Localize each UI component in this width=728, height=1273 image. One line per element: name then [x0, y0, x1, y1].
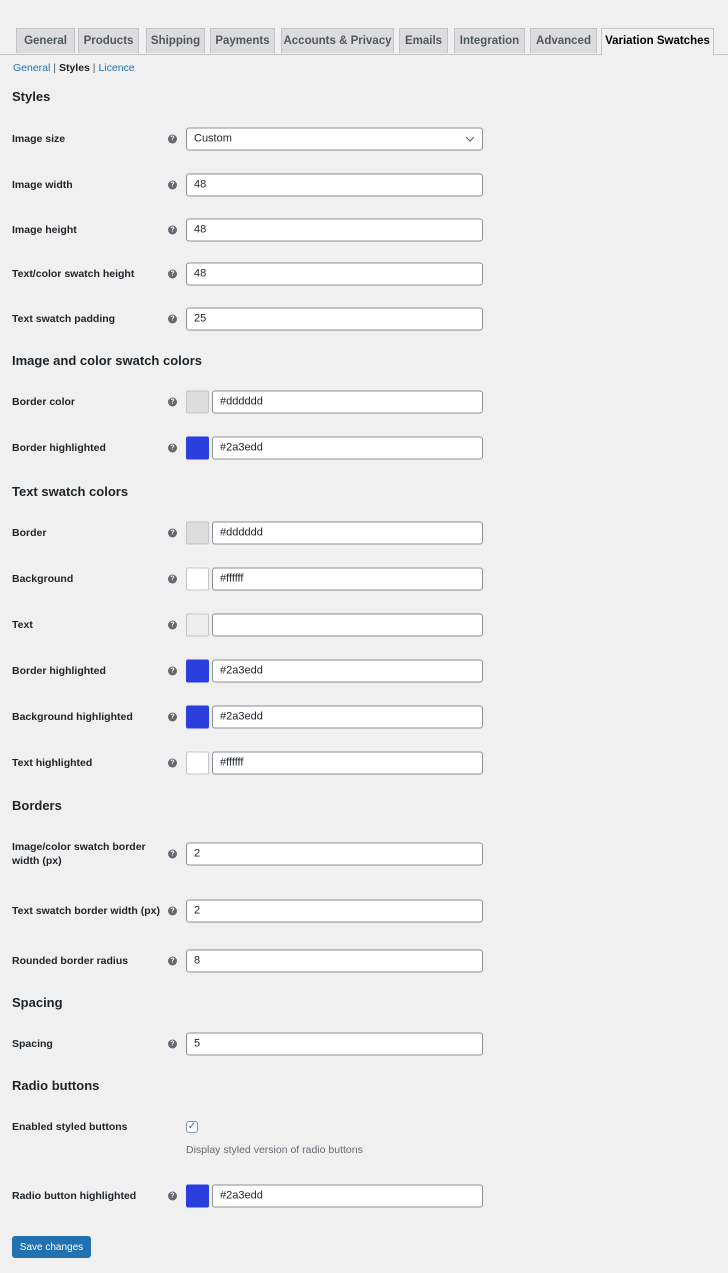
- section-heading-image-color: Image and color swatch colors: [12, 353, 202, 368]
- field-label-spacing: Spacing: [12, 1038, 53, 1050]
- text-color-swatch[interactable]: [186, 614, 209, 637]
- save-changes-button[interactable]: Save changes: [12, 1236, 91, 1258]
- field-label-text-swatch-border-width-px: Text swatch border width (px): [12, 905, 160, 917]
- background-color-input[interactable]: #ffffff: [212, 568, 483, 591]
- section-heading-borders: Borders: [12, 798, 62, 813]
- background-highlighted-color-swatch[interactable]: [186, 706, 209, 729]
- help-icon[interactable]: ?: [168, 575, 177, 584]
- field-label-border-color: Border color: [12, 396, 76, 408]
- help-icon[interactable]: ?: [168, 850, 177, 859]
- image-height-input[interactable]: 48: [186, 219, 483, 242]
- field-label-border: Border: [12, 527, 47, 539]
- border-highlighted-color-input[interactable]: #2a3edd: [212, 437, 483, 460]
- help-icon[interactable]: ?: [168, 226, 177, 235]
- help-icon[interactable]: ?: [168, 398, 177, 407]
- settings-tabs: [0, 28, 728, 55]
- separator: |: [53, 62, 57, 74]
- spacing-input[interactable]: 5: [186, 1033, 483, 1056]
- enabled-styled-buttons-checkbox[interactable]: ✓: [187, 1121, 197, 1132]
- help-icon[interactable]: ?: [168, 315, 177, 324]
- help-icon[interactable]: ?: [168, 667, 177, 676]
- subnav-licence[interactable]: Licence: [98, 62, 135, 74]
- background-color-swatch[interactable]: [186, 568, 209, 591]
- field-label-background-highlighted: Background highlighted: [12, 711, 133, 723]
- tab-emails[interactable]: Emails: [399, 28, 448, 53]
- field-label-image-color-swatch-border-width-px: Image/color swatch border width (px): [12, 841, 146, 867]
- field-label-enabled-styled-buttons: Enabled styled buttons: [12, 1121, 128, 1133]
- help-icon[interactable]: ?: [168, 957, 177, 966]
- section-heading-text-colors: Text swatch colors: [12, 484, 129, 499]
- field-label-border-highlighted: Border highlighted: [12, 665, 106, 677]
- field-label-image-height: Image height: [12, 224, 77, 236]
- border-highlighted-color-input[interactable]: #2a3edd: [212, 660, 483, 683]
- help-icon[interactable]: ?: [168, 621, 177, 630]
- tab-payments[interactable]: Payments: [210, 28, 275, 53]
- border-color-color-swatch[interactable]: [186, 391, 209, 414]
- field-label-text-highlighted: Text highlighted: [12, 757, 93, 769]
- tab-advanced[interactable]: Advanced: [530, 28, 597, 53]
- text-color-swatch-height-input[interactable]: 48: [186, 263, 483, 286]
- radio-button-highlighted-color-input[interactable]: #2a3edd: [212, 1185, 483, 1208]
- text-color-input[interactable]: [212, 614, 483, 637]
- help-icon[interactable]: ?: [168, 135, 177, 144]
- text-swatch-border-width-px-input[interactable]: 2: [186, 900, 483, 923]
- border-highlighted-color-swatch[interactable]: [186, 437, 209, 460]
- help-icon[interactable]: ?: [168, 1192, 177, 1201]
- subnav-general[interactable]: General: [13, 62, 51, 74]
- text-highlighted-color-input[interactable]: #ffffff: [212, 752, 483, 775]
- help-icon[interactable]: ?: [168, 270, 177, 279]
- field-label-text-color-swatch-height: Text/color swatch height: [12, 268, 135, 280]
- help-icon[interactable]: ?: [168, 444, 177, 453]
- section-heading-spacing: Spacing: [12, 995, 63, 1010]
- text-swatch-padding-input[interactable]: 25: [186, 308, 483, 331]
- field-label-radio-button-highlighted: Radio button highlighted: [12, 1190, 137, 1202]
- radio-button-highlighted-color-swatch[interactable]: [186, 1185, 209, 1208]
- border-color-color-input[interactable]: #dddddd: [212, 391, 483, 414]
- field-label-text: Text: [12, 619, 33, 631]
- field-label-text-swatch-padding: Text swatch padding: [12, 313, 116, 325]
- border-color-input[interactable]: #dddddd: [212, 522, 483, 545]
- help-icon[interactable]: ?: [168, 907, 177, 916]
- tab-products[interactable]: Products: [78, 28, 139, 53]
- enabled-styled-buttons-description: Display styled version of radio buttons: [186, 1144, 363, 1156]
- sub-navigation: [13, 62, 135, 74]
- image-width-input[interactable]: 48: [186, 174, 483, 197]
- help-icon[interactable]: ?: [168, 713, 177, 722]
- image-size-select[interactable]: Custom: [186, 128, 483, 151]
- border-color-swatch[interactable]: [186, 522, 209, 545]
- section-heading-styles: Styles: [12, 89, 51, 104]
- field-label-rounded-border-radius: Rounded border radius: [12, 955, 129, 967]
- help-icon[interactable]: ?: [168, 529, 177, 538]
- help-icon[interactable]: ?: [168, 1040, 177, 1049]
- tab-variation-swatches[interactable]: Variation Swatches: [601, 28, 714, 55]
- help-icon[interactable]: ?: [168, 181, 177, 190]
- tab-integration[interactable]: Integration: [454, 28, 525, 53]
- separator: |: [92, 62, 96, 74]
- background-highlighted-color-input[interactable]: #2a3edd: [212, 706, 483, 729]
- tab-accounts-privacy[interactable]: Accounts & Privacy: [281, 28, 394, 53]
- tab-general[interactable]: General: [16, 28, 75, 53]
- field-label-border-highlighted: Border highlighted: [12, 442, 106, 454]
- field-label-background: Background: [12, 573, 74, 585]
- rounded-border-radius-input[interactable]: 8: [186, 950, 483, 973]
- tab-shipping[interactable]: Shipping: [146, 28, 205, 53]
- subnav-styles[interactable]: Styles: [58, 62, 90, 74]
- field-label-image-width: Image width: [12, 179, 73, 191]
- help-icon[interactable]: ?: [168, 759, 177, 768]
- text-highlighted-color-swatch[interactable]: [186, 752, 209, 775]
- field-label-image-size: Image size: [12, 133, 66, 145]
- section-heading-radio: Radio buttons: [12, 1078, 100, 1093]
- border-highlighted-color-swatch[interactable]: [186, 660, 209, 683]
- image-color-swatch-border-width-px-input[interactable]: 2: [186, 843, 483, 866]
